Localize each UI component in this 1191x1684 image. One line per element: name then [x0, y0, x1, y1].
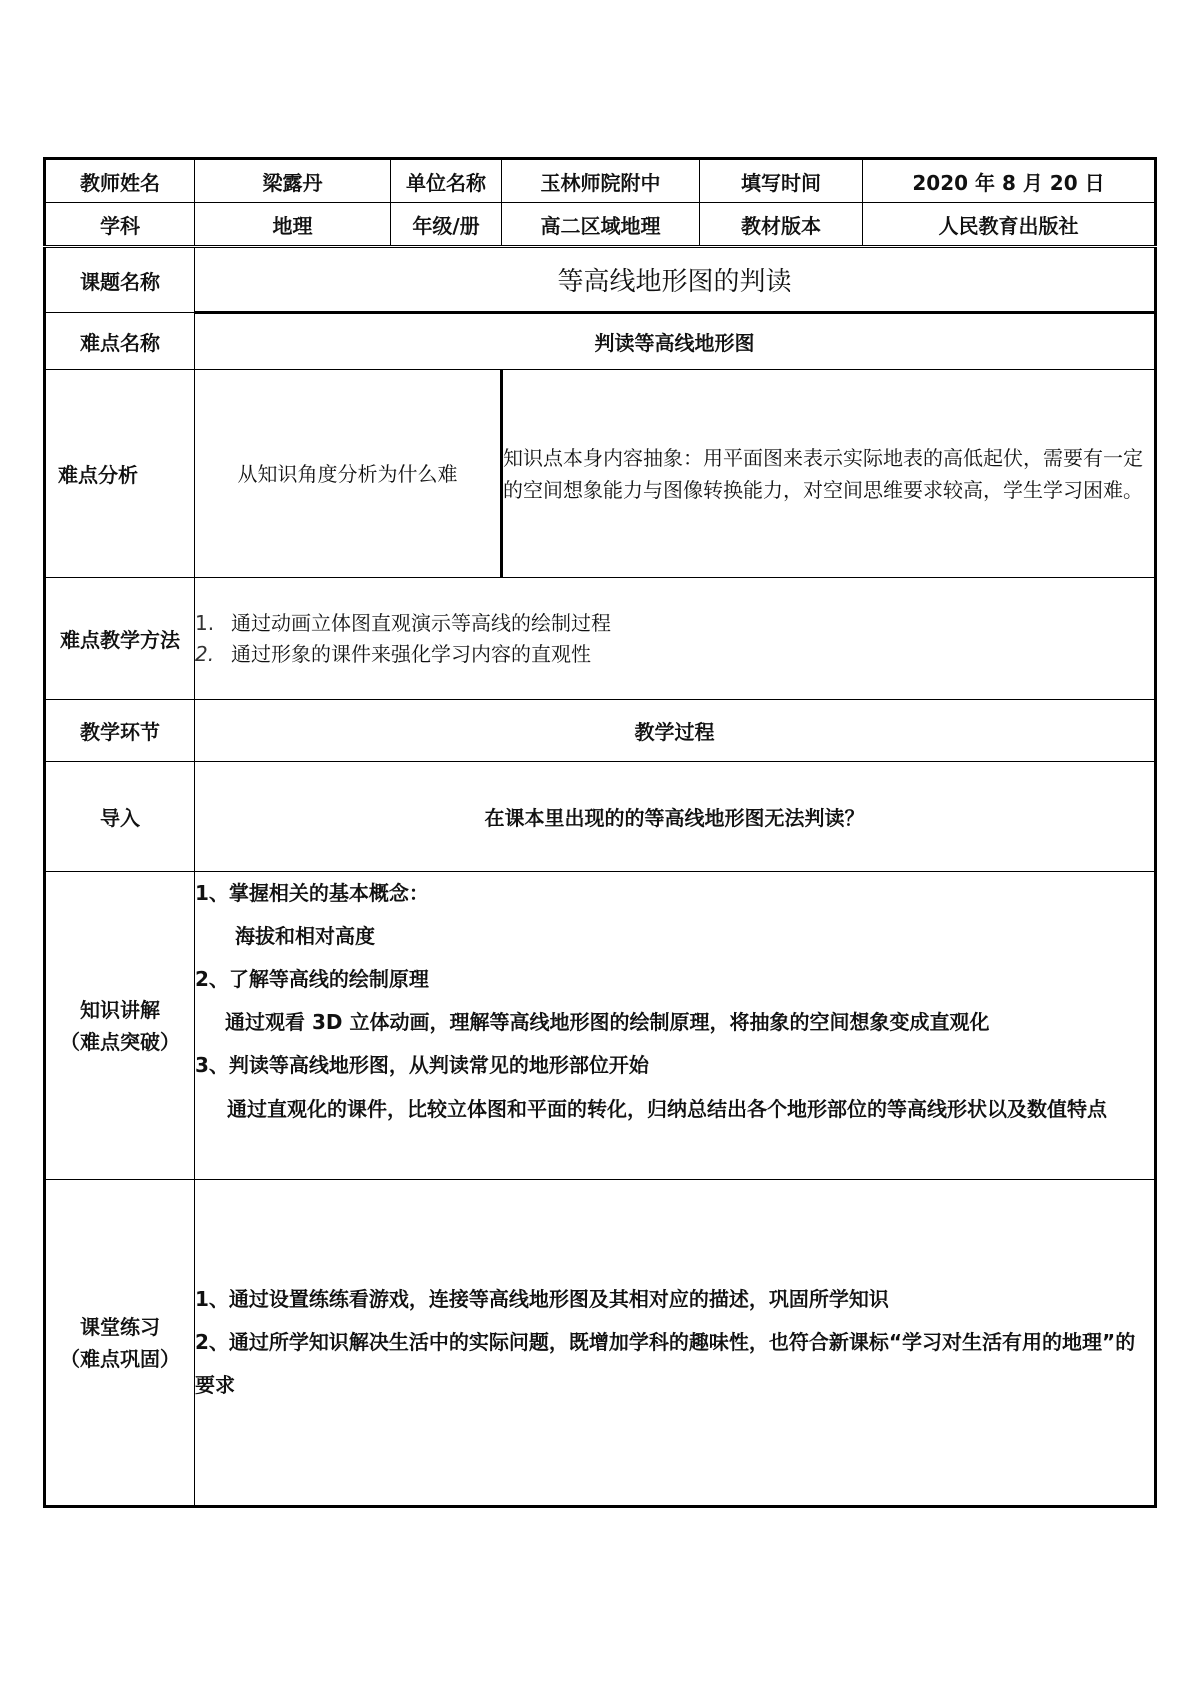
lesson-table [43, 157, 1157, 1508]
topic-row [45, 247, 1156, 313]
knowledge-label-line2: （难点突破） [60, 1029, 180, 1054]
practice-line: 1、通过设置练练看游戏，连接等高线地形图及其相对应的描述，巩固所学知识 [195, 1287, 889, 1311]
topic-label: 课题名称 [45, 247, 195, 313]
analysis-row [45, 370, 1156, 578]
method-label: 难点教学方法 [45, 578, 195, 700]
header-row-1 [45, 159, 1156, 203]
date-label: 填写时间 [700, 159, 863, 203]
lesson-sheet [43, 157, 1154, 1508]
knowledge-line: 1、掌握相关的基本概念： [195, 881, 429, 905]
intro-row [45, 762, 1156, 872]
knowledge-row [45, 872, 1156, 1180]
practice-row [45, 1180, 1156, 1507]
knowledge-line: 2、了解等高线的绘制原理 [195, 967, 429, 991]
practice-line: 2、通过所学知识解决生活中的实际问题，既增加学科的趣味性，也符合新课标“学习对生活有用的地理”的要求 [195, 1330, 1136, 1397]
process-label: 教学环节 [45, 700, 195, 762]
practice-label [45, 1180, 195, 1507]
method-item-number: 1. [195, 610, 215, 635]
method-item-number: 2. [195, 641, 215, 666]
grade-label: 年级/册 [391, 203, 502, 247]
difficulty-row [45, 313, 1156, 370]
grade-value: 高二区域地理 [502, 203, 700, 247]
knowledge-line: 通过观看 3D 立体动画，理解等高线地形图的绘制原理，将抽象的空间想象变成直观化 [225, 1010, 990, 1034]
unit-label: 单位名称 [391, 159, 502, 203]
intro-label: 导入 [45, 762, 195, 872]
intro-value: 在课本里出现的的等高线地形图无法判读？ [195, 762, 1156, 872]
knowledge-line: 海拔和相对高度 [235, 924, 375, 948]
knowledge-content [195, 872, 1156, 1180]
knowledge-line: 3、判读等高线地形图，从判读常见的地形部位开始 [195, 1053, 649, 1077]
analysis-text: 知识点本身内容抽象：用平面图来表示实际地表的高低起伏，需要有一定的空间想象能力与图像转换能力，对空间思维要求较高，学生学习困难。 [502, 370, 1156, 578]
practice-label-line2: （难点巩固） [60, 1346, 180, 1371]
method-item-text: 通过动画立体图直观演示等高线的绘制过程 [231, 610, 611, 635]
knowledge-line [195, 1087, 1154, 1132]
process-value: 教学过程 [195, 700, 1156, 762]
edition-value: 人民教育出版社 [863, 203, 1156, 247]
date-value: 2020 年 8 月 20 日 [863, 159, 1156, 203]
knowledge-label-line1: 知识讲解 [80, 997, 160, 1022]
topic-title: 等高线地形图的判读 [195, 247, 1156, 313]
analysis-label: 难点分析 [45, 370, 195, 578]
difficulty-value: 判读等高线地形图 [195, 313, 1156, 370]
method-item [195, 608, 1154, 639]
method-item-text: 通过形象的课件来强化学习内容的直观性 [231, 641, 591, 666]
process-header-row [45, 700, 1156, 762]
method-row [45, 578, 1156, 700]
knowledge-label [45, 872, 195, 1180]
teacher-value: 梁露丹 [195, 159, 391, 203]
analysis-sub-label: 从知识角度分析为什么难 [195, 370, 502, 578]
subject-label: 学科 [45, 203, 195, 247]
unit-value: 玉林师院附中 [502, 159, 700, 203]
subject-value: 地理 [195, 203, 391, 247]
method-item [195, 639, 1154, 670]
difficulty-label: 难点名称 [45, 313, 195, 370]
practice-label-line1: 课堂练习 [80, 1314, 160, 1339]
method-list [195, 578, 1156, 700]
teacher-label: 教师姓名 [45, 159, 195, 203]
knowledge-line-text: 通过直观化的课件，比较立体图和平面的转化，归纳总结出各个地形部位的等高线形状以及数值特点 [227, 1097, 1107, 1121]
practice-content [195, 1180, 1156, 1507]
header-row-2 [45, 203, 1156, 247]
edition-label: 教材版本 [700, 203, 863, 247]
